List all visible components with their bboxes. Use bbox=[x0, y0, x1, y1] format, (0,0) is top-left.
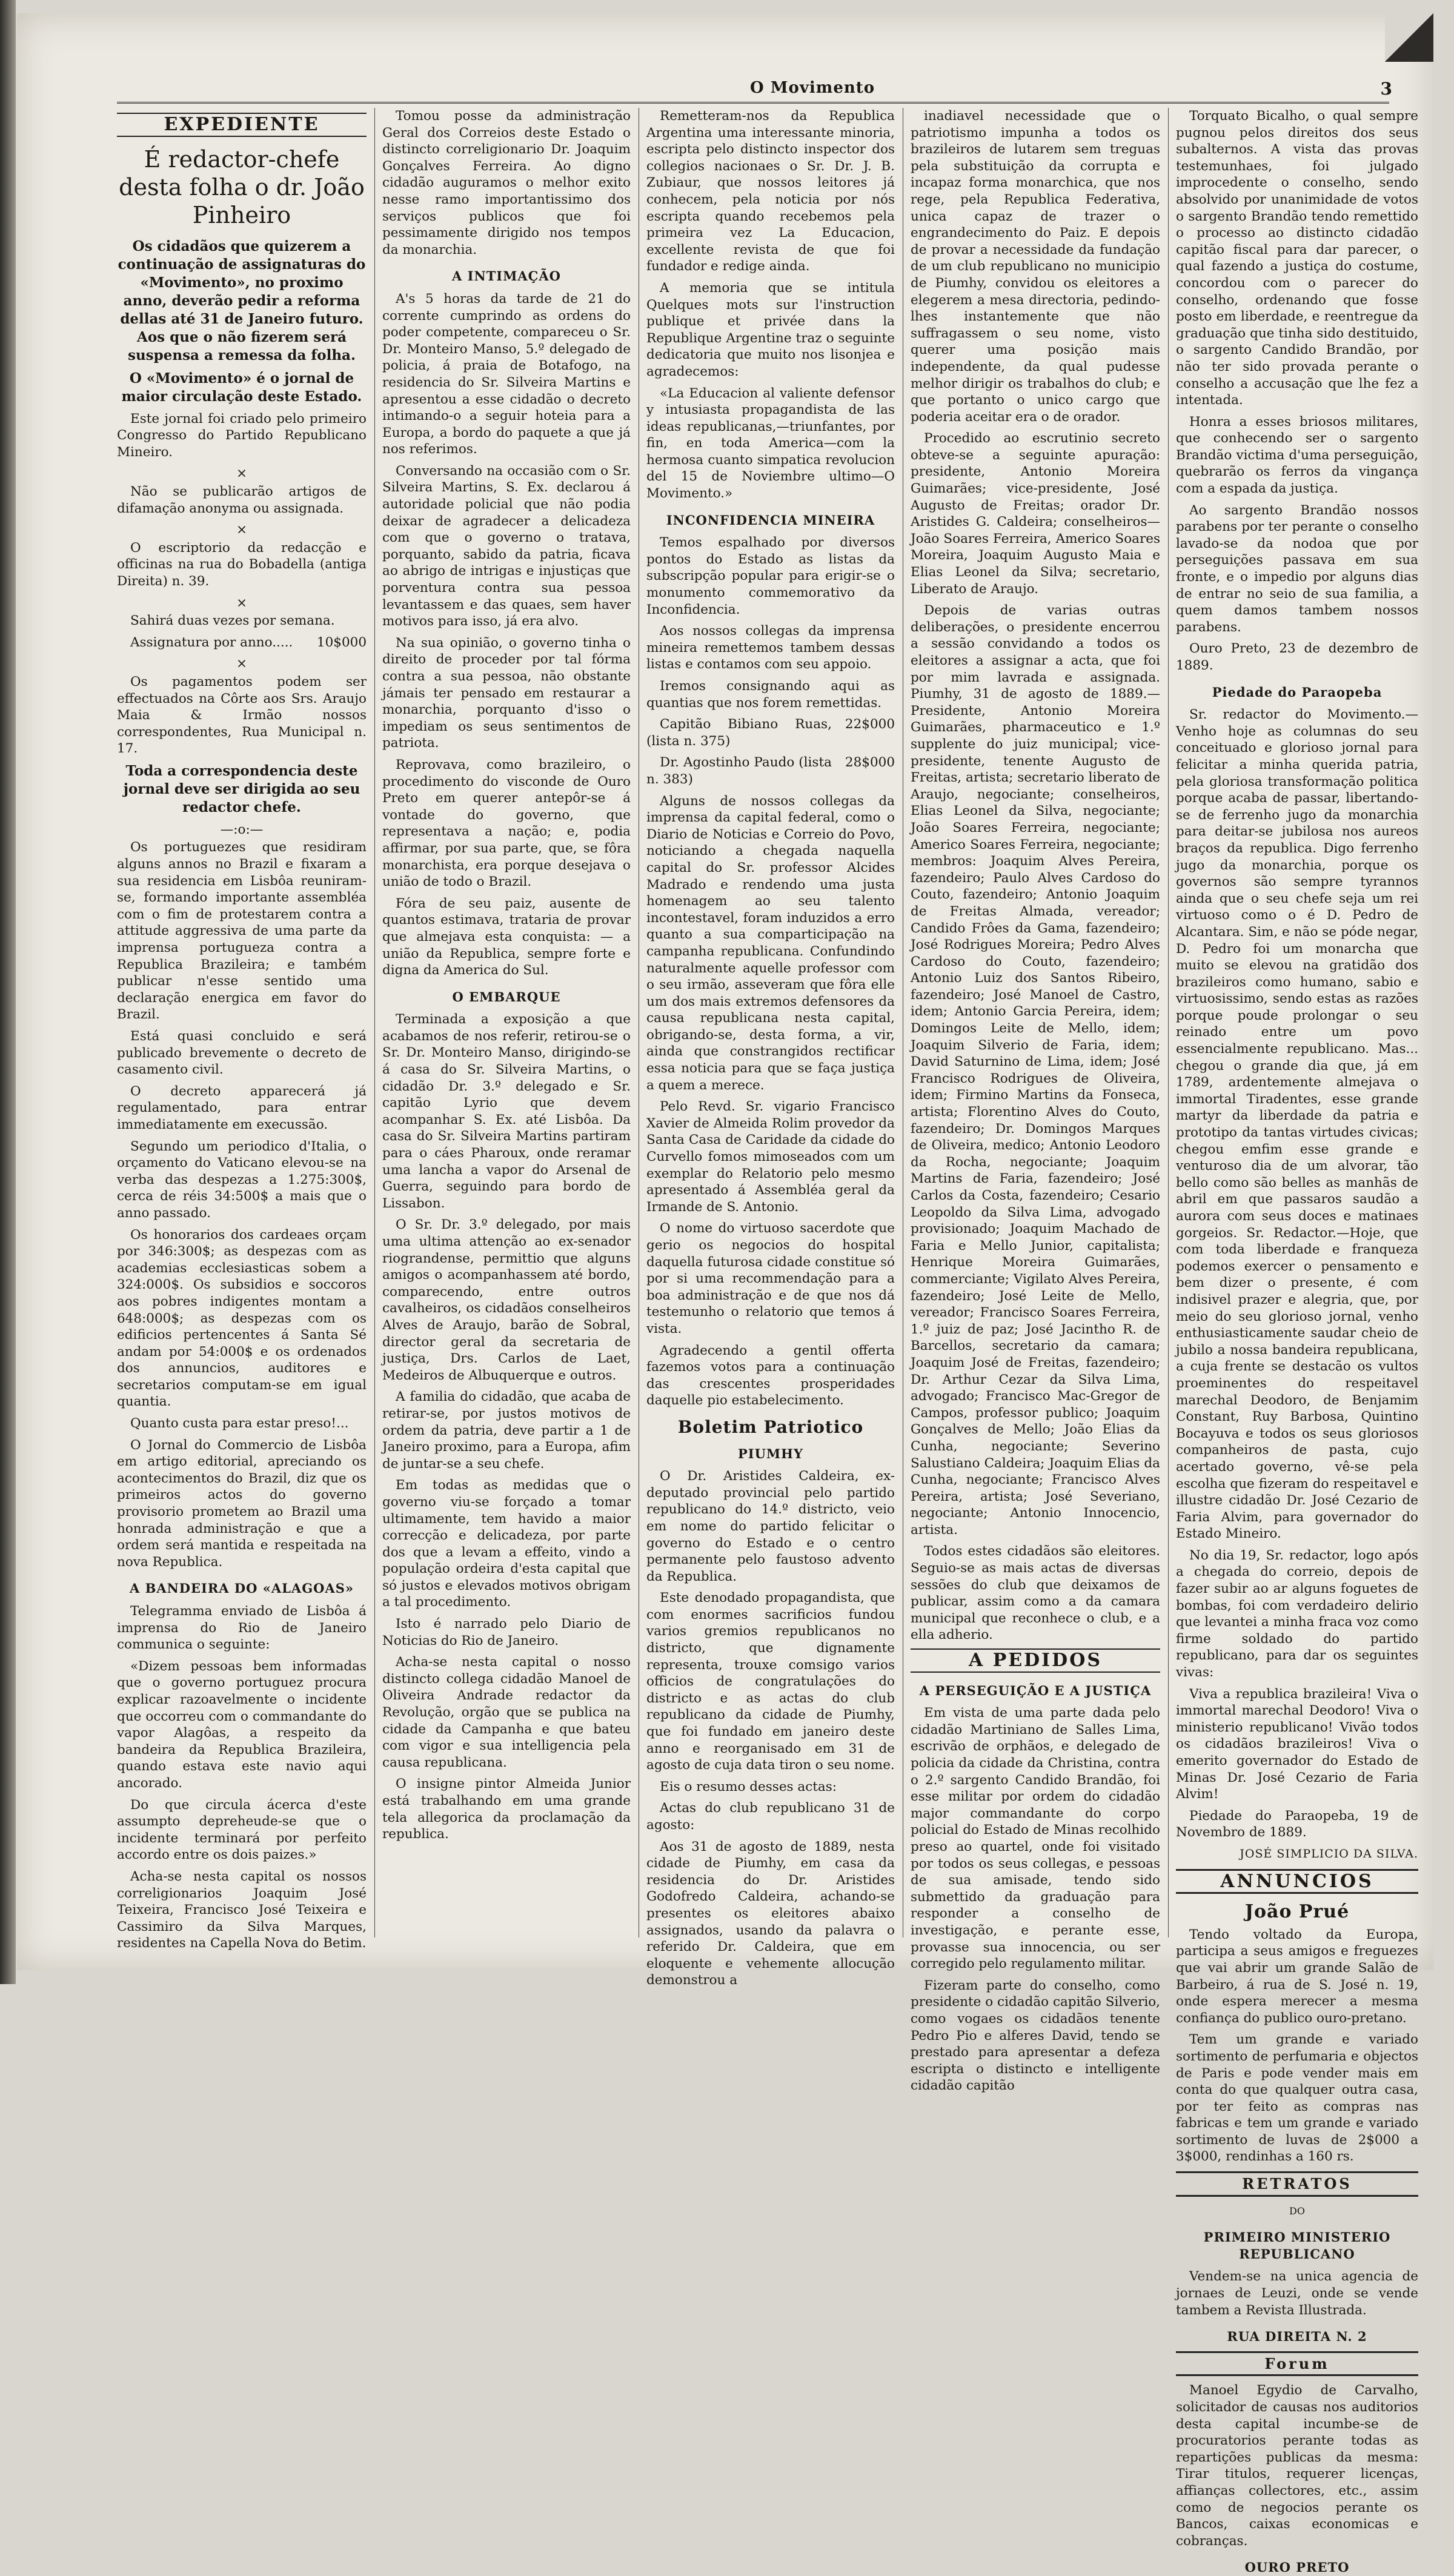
separator-mark: × bbox=[236, 522, 247, 538]
paragraph: No dia 19, Sr. redactor, logo após a chegada do correio, depois de fazer subir ao ar alguns foguetes de bombas, foi com verdadeiro delirio que levantei a minha fraca voz como firme soldado do partido republicano, para dar os seguintes vivas: bbox=[1176, 1547, 1418, 1681]
signature: JOSÉ SIMPLICIO DA SILVA. bbox=[1240, 1847, 1418, 1861]
paragraph: Aos nossos collegas da imprensa mineira remettemos tambem dessas listas e contamos com seu appoio. bbox=[646, 623, 895, 672]
donation-row bbox=[646, 716, 895, 749]
separator-mark: × bbox=[236, 656, 247, 672]
paragraph: O Jornal do Commercio de Lisbôa em artigo editorial, apreciando os acontecimentos do Brazil, diz que os primeiros actos do governo provisorio prometem ao Brazil uma honrada administração e que a ordem será mantida e respeitada na nova Republica. bbox=[117, 1437, 367, 1570]
subheading: Piedade do Paraopeba bbox=[1212, 684, 1383, 700]
paragraph: O decreto apparecerá já regulamentado, para entrar immediatamente em execussão. bbox=[117, 1083, 367, 1132]
paragraph: Este jornal foi criado pelo primeiro Congresso do Partido Republicano Mineiro. bbox=[117, 411, 367, 460]
paragraph: Remetteram-nos da Republica Argentina uma interessante minoria, escripta pelo distincto inspector dos collegios nacionaes o Sr. Dr. J. B. Zubiaur, que nossos leitores já conhecem, pela noticia por nós escripta quando recebemos pela primeira vez La Educacion, excellente revista de que foi fundador e redige ainda. bbox=[646, 108, 895, 274]
column-5 bbox=[1176, 108, 1418, 2575]
header-rule bbox=[117, 102, 1389, 104]
paragraph: A memoria que se intitula Quelques mots sur l'instruction publique et privée dans la Republique Argentine traz o seguinte dedicatoria que muito nos lisonjea e agradecemos: bbox=[646, 280, 895, 379]
paragraph: Agradecendo a gentil offerta fazemos votos para a continuação das crescentes prosperidades daquelle pio estabelecimento. bbox=[646, 1343, 895, 1409]
paragraph: Os pagamentos podem ser effectuados na Côrte aos Srs. Araujo Maia & Irmão nossos correspondentes, Rua Municipal n. 17. bbox=[117, 674, 367, 757]
column-rule bbox=[1168, 108, 1169, 1937]
paragraph: Torquato Bicalho, o qual sempre pugnou pelos direitos dos seus subalternos. A vista das provas testemunhaes, foi julgado improcedente o conselho, sendo absolvido por unanimidade de votos o sargento Brandão tendo remettido o processo ao distincto cidadão capitão fiscal para dar parecer, o qual fazendo a justiça do costume, concordou com o parecer do conselho, ordenando que fosse posto em liberdade, e reentregue da graduação que tinha sido destituido, o sargento Candido Brandão, por não ter sido provada perante o conselho a accusação que lhe fez a intentada. bbox=[1176, 108, 1418, 408]
paragraph: Segundo um periodico d'Italia, o orçamento do Vaticano elevou-se na verba das despezas a 1.275:300$, cerca de réis 34:500$ a mais que o anno passado. bbox=[117, 1138, 367, 1221]
paragraph: Este denodado propagandista, que com enormes sacrificios fundou varios gremios republicanos no districto, que dignamente representa, trouxe comsigo varios officios de congratulações do districto e as actas do club republicano da cidade de Piumhy, que foi fundado em janeiro deste anno e reorganisado em 31 de agosto de cuja data tiron o seu nome. bbox=[646, 1590, 895, 1773]
ornament: —:o:— bbox=[220, 822, 264, 837]
paragraph: Acha-se nesta capital os nossos correligionarios Joaquim José Teixeira, Francisco José Teixeira e Cassimiro da Silva Marques, residentes na Capella Nova do Betim. bbox=[117, 1868, 367, 1951]
ad-subtitle: PRIMEIRO MINISTERIO REPUBLICANO bbox=[1203, 2229, 1391, 2262]
circulation-notice: O «Movimento» é o jornal de maior circulação deste Estado. bbox=[121, 370, 362, 405]
paragraph: Viva a republica brazileira! Viva o immortal marechal Deodoro! Viva o ministerio republicano! Vivão todos os cidadãos brazileiros! Viva o emerito governador do Estado de Minas Dr. José Cezario de Faria Alvim! bbox=[1176, 1686, 1418, 1802]
ad-text: Manoel Egydio de Carvalho, solicitador de causas nos auditorios desta capital incumbe-se de procuratorios perante todas as repartições publicas da mesma: Tirar titulos, requerer licenças, affianças collectores, etc., assim como de negocios perante os Bancos, caixas economicas e cobranças. bbox=[1176, 2383, 1418, 2549]
paragraph: Do que circula ácerca d'este assumpto depreheude-se que o incidente terminará por perfeito accordo entre os dois paizes.» bbox=[117, 1797, 367, 1863]
subheading-boletim: Boletim Patriotico bbox=[677, 1416, 864, 1437]
paragraph: O Dr. Aristides Caldeira, ex-deputado provincial pelo partido republicano do 14.º districto, veio em nome do partido felicitar o governo do Estado e o centro permanente pelo faustoso advento da Republica. bbox=[646, 1469, 895, 1584]
subheading: INCONFIDENCIA MINEIRA bbox=[666, 512, 875, 528]
paragraph: Não se publicarão artigos de difamação anonyma ou assignada. bbox=[117, 483, 367, 516]
paragraph: Fóra de seu paiz, ausente de quantos estimava, trataria de provar que almejava esta conquista: — a união da Republica, sempre forte e digna da America do Sul. bbox=[382, 895, 631, 978]
paragraph: Na sua opinião, o governo tinha o direito de proceder por tal fórma contra a sua pessoa, não obstante jámais ter pensado em restaurar a monarchia, porquanto d'isso o impediam os seus sentimentos de patriota. bbox=[382, 635, 631, 751]
donation-amount: 28$000 bbox=[845, 755, 895, 771]
paragraph: Fizeram parte do conselho, como presidente o cidadão capitão Silverio, como vogaes os cidadãos tenente Pedro Pio e alferes David, tendo se prestado para apresentar a defeza escripta o distincto e intelligente cidadão capitão bbox=[911, 1977, 1160, 2094]
donation-amount: 22$000 bbox=[845, 717, 895, 732]
paragraph: Honra a esses briosos militares, que conhecendo ser o sargento Brandão victima d'uma perseguição, quebrarão os ferros da vingança com a espada da justiça. bbox=[1176, 414, 1418, 497]
ad-small-text: DO bbox=[1289, 2205, 1305, 2217]
subheading: A PERSEGUIÇÃO E A JUSTIÇA bbox=[919, 1682, 1152, 1698]
dateline: Piedade do Paraopeba, 19 de Novembro de 1889. bbox=[1176, 1808, 1418, 1841]
paragraph: Isto é narrado pelo Diario de Noticias do Rio de Janeiro. bbox=[382, 1616, 631, 1648]
newspaper-page bbox=[17, 13, 1433, 2575]
subheading: PIUMHY bbox=[737, 1446, 803, 1461]
subheading: A BANDEIRA DO «ALAGOAS» bbox=[129, 1581, 354, 1596]
paragraph: Actas do club republicano 31 de agosto: bbox=[646, 1801, 895, 1833]
ad-title: João Prué bbox=[1244, 1901, 1350, 1923]
paragraph: Conversando na occasião com o Sr. Silveira Martins, S. Ex. declarou á autoridade policial que não podia deixar de agradecer a delicadeza com que o governo o tratava, porquanto, sabido da patria, ficava ao abrigo de intrigas e injustiças que porventura contra sua pessoa levantassem e das quaes, sem haver motivos para isso, já era alvo. bbox=[382, 463, 631, 629]
paragraph: inadiavel necessidade que o patriotismo impunha a todos os brazileiros de lutarem sem treguas pela substituição da corrupta e incapaz forma monarchica, que nos rege, pela Republica Federativa, unica capaz de trazer o engrandecimento do Paiz. E depois de provar a necessidade da fundação de um club republicano no municipio de Piumhy, convidou os eleitores a elegerem a mesa directoria, pedindo-lhes instantemente que não suffragassem o seu nome, visto querer uma posição mais independente, da qual pudesse melhor dirigir os trabalhos do club; e que portanto o unico cargo que poderia aceitar era o de orador. bbox=[911, 108, 1160, 425]
ad-address: RUA DIREITA N. 2 bbox=[1227, 2329, 1367, 2345]
paragraph: Terminada a exposição a que acabamos de nos referir, retirou-se o Sr. Dr. Monteiro Manso, dirigindo-se á casa do Sr. Silveira Martins, o cidadão Dr. 3.º delegado e Sr. capitão Lyrio que devem acompanhar S. Ex. até Lisbôa. Da casa do Sr. Silveira Martins partiram para o cáes Pharoux, onde reramar uma lancha a vapor do Arsenal de Guerra, seguindo para bordo de Lissabon. bbox=[382, 1012, 631, 1211]
paragraph: Ao sargento Brandão nossos parabens por ter perante o conselho lavado-se da nodoa que por perseguições passava em sua fronte, e o impedio por alguns dias de entrar no seio de sua familia, a quem damos tambem nossos parabens. bbox=[1176, 502, 1418, 635]
folded-corner bbox=[1385, 13, 1433, 62]
column-2 bbox=[382, 108, 631, 1937]
price-value: 10$000 bbox=[316, 634, 367, 650]
ad-text: Vendem-se na unica agencia de jornaes de Leuzi, onde se vende tambem a Revista Illustrada. bbox=[1176, 2269, 1418, 2318]
separator-mark: × bbox=[236, 595, 247, 611]
column-3 bbox=[646, 108, 895, 1988]
paragraph: Quanto custa para estar preso!... bbox=[130, 1416, 349, 1432]
subscription-price-row bbox=[117, 634, 367, 651]
donation-row bbox=[646, 754, 895, 788]
paragraph: Iremos consignando aqui as quantias que nos forem remettidas. bbox=[646, 679, 895, 711]
paragraph: Todos estes cidadãos são eleitores. Seguio-se as mais actas de diversas sessões do club que deixamos de publicar, assim como a da camara municipal que reconhece o club, e a ella adherio. bbox=[911, 1544, 1160, 1643]
ad-text: Tendo voltado da Europa, participa a seus amigos e freguezes que vai abrir um grande Salão de Barbeiro, á rua de S. José n. 19, onde espera merecer a mesma confiança do publico ouro-pretano. bbox=[1176, 1927, 1418, 2026]
paragraph: Os portuguezes que residiram alguns annos no Brazil e fixaram a sua residencia em Lisbôa reuniram-se, formando importante assembléa com o fim de protestarem contra a attitude aggressiva de uma parte da imprensa portugueza contra a Republica Brazileira; e também publicar n'esse sentido uma declaração energica em favor do Brazil. bbox=[117, 840, 367, 1023]
dateline: Ouro Preto, 23 de dezembro de 1889. bbox=[1176, 641, 1418, 673]
column-4 bbox=[911, 108, 1160, 2094]
paragraph: Temos espalhado por diversos pontos do Estado as listas da subscripção popular para erigir-se o monumento commemorativo da Inconfidencia. bbox=[646, 535, 895, 617]
section-annuncios: ANNUNCIOS bbox=[1176, 1869, 1418, 1894]
separator-mark: × bbox=[236, 466, 247, 482]
donor-label: Dr. Agostinho Paudo (lista n. 383) bbox=[646, 755, 832, 787]
headline-redactor: É redactor-chefe desta folha o dr. João Pinheiro bbox=[119, 145, 365, 228]
newspaper-title: O Movimento bbox=[750, 79, 875, 97]
section-a-pedidos: A PEDIDOS bbox=[911, 1648, 1160, 1673]
donor-label: Capitão Bibiano Ruas, (lista n. 375) bbox=[646, 717, 832, 749]
section-expediente: EXPEDIENTE bbox=[117, 113, 367, 137]
paragraph: Está quasi concluido e será publicado brevemente o decreto de casamento civil. bbox=[117, 1029, 367, 1078]
paragraph: O Sr. Dr. 3.º delegado, por mais uma ultima attenção ao ex-senador riograndense, permittio que alguns amigos o acompanhassem até bordo, comparecendo, entre outros cavalheiros, os cidadãos conselheiros Alves de Araujo, barão de Sobral, director geral da secretaria de justiça, Drs. Carlos de Laet, Medeiros de Albuquerque e outros. bbox=[382, 1217, 631, 1383]
paragraph: Depois de varias outras deliberações, o presidente encerrou a sessão convidando a todos os eleitores a assignar a acta, que foi por mim lavrada e assignada. Piumhy, 31 de agosto de 1889.—Presidente, Antonio Moreira Guimarães, pharmaceutico e 1.º supplente do juiz municipal; vice-presidente, tenente Augusto de Freitas, artista; secretario liberato de Araujo, negociante; conselheiros, Elias Leonel da Silva, negociante; João Soares Ferreira, negociante; Americo Soares Ferreira, negociante; membros: Joaquim Alves Pereira, fazendeiro; Paulo Alves Cardoso do Couto, fazendeiro; Antonio Joaquim de Freitas Almada, vereador; Candido Frôes da Gama, fazendeiro; José Rodrigues Moreira; Pedro Alves Cardoso do Couto, fazendeiro; Antonio Luiz dos Santos Ribeiro, fazendeiro; José Manoel de Castro, idem; Antonio Garcia Pereira, idem; Domingos Leite de Mello, idem; Joaquim Silverio de Faria, idem; David Saturnino de Lima, idem; José Francisco Rodrigues de Oliveira, idem; Firmino Martins da Fonseca, artista; Florentino Alves do Couto, fazendeiro; Dr. Domingos Marques de Oliveira, medico; Antonio Leodoro da Rocha, negociante; Joaquim Martins de Faria, fazendeiro; José Carlos da Costa, fazendeiro; Cesario Leopoldo da Silva Lima, advogado provisionado; Joaquim Machado de Faria e Mello Junior, capitalista; Henrique Moreira Guimarães, commerciante; Vigilato Alves Pereira, fazendeiro; José Leite de Mello, vereador; Francisco Soares Ferreira, 1.º juiz de paz; José Jacintho R. de Barcellos, secretario da camara; Joaquim José de Freitas, fazendeiro; Dr. Arthur Cezar da Silva Lima, advogado; Francisco Mac-Gregor de Campos, professor publico; Joaquim Gonçalves de Mello; João Elias da Cunha, negociante; Severino Salustiano Caldeira; Joaquim Elias da Cunha, negociante; Francisco Alves Pereira, artista; José Severiano, negociante; Antonio Innocencio, artista. bbox=[911, 603, 1160, 1538]
ad-title: RETRATOS bbox=[1176, 2171, 1418, 2197]
paragraph: Sahirá duas vezes por semana. bbox=[130, 613, 335, 629]
paragraph: Eis o resumo desses actas: bbox=[660, 1779, 837, 1794]
paragraph: O insigne pintor Almeida Junior está trabalhando em uma grande tela allegorica da proclamação da republica. bbox=[382, 1776, 631, 1842]
subheading: A INTIMAÇÃO bbox=[452, 268, 561, 284]
correspondence-notice: Toda a correspondencia deste jornal deve ser dirigida ao seu redactor chefe. bbox=[123, 762, 360, 815]
paragraph: A's 5 horas da tarde de 21 do corrente cumprindo as ordens do poder competente, compareceu o Sr. Dr. Monteiro Manso, 5.º delegado de policia, á praia de Botafogo, na residencia do Sr. Silveira Martins e apresentou a esse cidadão o decreto intimando-o a seguir hoteia para a Europa, a bordo do paquete a que já nos referimos. bbox=[382, 291, 631, 457]
paragraph: Em todas as medidas que o governo viu-se forçado a tomar ultimamente, tem havido a maior correcção e delicadeza, por parte dos que a levam a effeito, vindo a população ordeira d'esta capital que só justos e elevados motivos obrigam a tal procedimento. bbox=[382, 1478, 631, 1610]
paragraph: Em vista de uma parte dada pelo cidadão Martiniano de Salles Lima, escrivão de orphãos, e delegado de policia da cidade da Christina, contra o 2.º sargento Candido Brandão, foi esse militar por ordem do cidadão major commandante do corpo policial do Estado de Minas recolhido preso ao quartel, onde foi visitado por todos os seus collegas, e pessoas de sua amisade, tendo sido submettido da graduação para responder a conselho de investigação, e perante esse, provasse sua innocencia, ou ser corregido pelo regulamento militar. bbox=[911, 1705, 1160, 1972]
subscription-notice: Os cidadãos que quizerem a continuação de assignaturas do «Movimento», no proximo anno, deverão pedir a reforma dellas até 31 de Janeiro futuro. Aos que o não fizerem será suspensa a remessa da folha. bbox=[118, 237, 366, 363]
paragraph: Os honorarios dos cardeaes orçam por 346:300$; as despezas com as academias ecclesiasticas sobem a 324:000$. Os subsidios e soccoros aos pobres indigentes montam a 648:000$; as despezas com os edificios pertencentes á Santa Sé andam por 54:000$ e os ordenados dos annuncios, auditores e secretarios computam-se em igual quantia. bbox=[117, 1227, 367, 1410]
paragraph: «Dizem pessoas bem informadas que o governo portuguez procura explicar razoavelmente o incidente que occorreu com o commandante do vapor Alagôas, a respeito da bandeira da Republica Brazileira, quando estava este navio aqui ancorado. bbox=[117, 1658, 367, 1791]
paragraph: Pelo Revd. Sr. vigario Francisco Xavier de Almeida Rolim provedor da Santa Casa de Caridade da cidade do Curvello fomos mimoseados com um exemplar do Relatorio pelo mesmo apresentado á Assembléa geral da Irmande de S. Antonio. bbox=[646, 1099, 895, 1215]
paragraph: «La Educacion al valiente defensor y intusiasta propagandista de las ideas republicanas,—triunfantes, por fin, en toda America—com la hermosa cuanto simpatica revolucion del 15 de Noviembre ultimo—O Movimento.» bbox=[646, 385, 895, 502]
binding-fold bbox=[0, 0, 16, 1984]
paragraph: Telegramma enviado de Lisbôa á imprensa do Rio de Janeiro communica o seguinte: bbox=[117, 1604, 367, 1653]
paragraph: Alguns de nossos collegas da imprensa da capital federal, como o Diario de Noticias e Correio do Povo, noticiando a chegada naquella capital do Sr. professor Alcides Madrado e rendendo uma justa homenagem ao seu talento incontestavel, foram induzidos a erro quanto a sua comparticipação na campanha republicana. Confundindo naturalmente aquelle professor com o seu irmão, asseveram que fôra elle um dos mais extremos defensores da causa republicana nesta capital, obrigando-se, desta forma, a vir, ainda que constrangidos rectificar essa noticia para que se faça justiça a quem a merece. bbox=[646, 793, 895, 1093]
column-1 bbox=[117, 108, 367, 1951]
paragraph: Acha-se nesta capital o nosso distincto collega cidadão Manoel de Oliveira Andrade redactor da Revolução, orgão que se publica na cidade da Campanha e que bateu com vigor e sua intelligencia pela causa republicana. bbox=[382, 1655, 631, 1770]
paragraph: O nome do virtuoso sacerdote que gerio os negocios do hospital daquella futurosa cidade constitue só por si uma recommendação para a boa administração e de que nos dá testemunho o relatorio que temos á vista. bbox=[646, 1221, 895, 1336]
paragraph: Aos 31 de agosto de 1889, nesta cidade de Piumhy, em casa da residencia do Dr. Aristides Godofredo Caldeira, achando-se presentes os eleitores abaixo assignados, usando da palavra o referido Dr. Caldeira, que em eloquente e vehemente allocução demonstrou a bbox=[646, 1839, 895, 1988]
page-number: 3 bbox=[1380, 79, 1392, 99]
paragraph: A familia do cidadão, que acaba de retirar-se, por justos motivos de ordem da patria, deve partir a 1 de Janeiro proximo, para a Europa, afim de juntar-se a seu chefe. bbox=[382, 1389, 631, 1472]
paragraph: O escriptorio da redacção e officinas na rua do Bobadella (antiga Direita) n. 39. bbox=[117, 540, 367, 589]
ad-title: Forum bbox=[1176, 2351, 1418, 2377]
ad-text: Tem um grande e variado sortimento de perfumaria e objectos de Paris e pode vender mais em conta do que qualquer outra casa, por ter feito as compras nas fabricas e tem um grande e variado sortimento de luvas de 2$000 a 3$000, rendinhas a 160 rs. bbox=[1176, 2032, 1418, 2165]
paragraph: Tomou posse da administração Geral dos Correios deste Estado o distincto correligionario Dr. Joaquim Gonçalves Ferreira. Ao digno cidadão auguramos o melhor exito nesse ramo importantissimo dos serviços publicos que foi pessimamente dirigido nos tempos da monarchia. bbox=[382, 108, 631, 257]
price-label: Assignatura por anno..... bbox=[130, 634, 293, 650]
paragraph: Sr. redactor do Movimento.—Venho hoje as columnas do seu conceituado e glorioso jornal para felicitar a minha querida patria, pela gloriosa transformação politica porque acaba de passar, libertando-se de ferrenho jugo da monarchia para deitar-se jubilosa nos aureos braços da republica. Digo ferrenho jugo da monarchia, porque os governos são sempre tyrannos ainda que o seu chefe seja um rei virtuoso como o é D. Pedro de Alcantara. Sim, e não se póde negar, D. Pedro foi um monarcha que muito se elevou na gratidão dos brazileiros como humano, sabio e virtuosissimo, sendo estas as razões porque poude prolongar o seu reinado entre um povo essencialmente republicano. Mas... chegou o grande dia que, já em 1789, ardentemente almejava o immortal Tiradentes, esse grande martyr da liberdade da patria e prototipo da tantas virtudes civicas; chegou emfim esse grande e venturoso dia de um alvorar, tão bello como são belles as manhãs de abril em que passaros saudão a aurora com seus doces e matinaes gorgeios. Sr. Redactor.—Hoje, que com toda liberdade e franqueza podemos exercer o pensamento e bem dizer o presente, é com indisivel prazer e alegria, que, por meio do seu glorioso jornal, venho enthusiasticamente saudar cheio de jubilo a nossa bandeira republicana, a cuja frente se destacão os vultos proeminentes do respeitavel marechal Deodoro, de Benjamim Constant, Ruy Barbosa, Quintino Bocayuva e todos os seus gloriosos companheiros de pasta, cujo acertado governo, vê-se pela escolha que fizeram do respeitavel e illustre cidadão Dr. José Cezario de Faria Alvim, para governador do Estado Mineiro. bbox=[1176, 707, 1418, 1542]
subheading: O EMBARQUE bbox=[452, 989, 561, 1004]
page-header bbox=[17, 79, 1433, 103]
paragraph: Reprovava, como brazileiro, o procedimento do visconde de Ouro Preto em querer antepôr-se á vontade do governo, que representava a nação; e, podia affirmar, por sua parte, que, se fôra monarchista, era porque desejava o união de todo o Brazil. bbox=[382, 757, 631, 890]
column-rule bbox=[374, 108, 375, 1937]
paragraph: Procedido ao escrutinio secreto obteve-se a seguinte apuração: presidente, Antonio Moreira Guimarães; vice-presidente, José Augusto de Freitas; orador Dr. Aristides G. Caldeira; conselheiros—João Soares Ferreira, Americo Soares Moreira, Joaquim Augusto Maia e Elias Leonel da Silva; secretario, Liberato de Araujo. bbox=[911, 431, 1160, 597]
ad-city: OURO PRETO bbox=[1244, 2560, 1350, 2575]
